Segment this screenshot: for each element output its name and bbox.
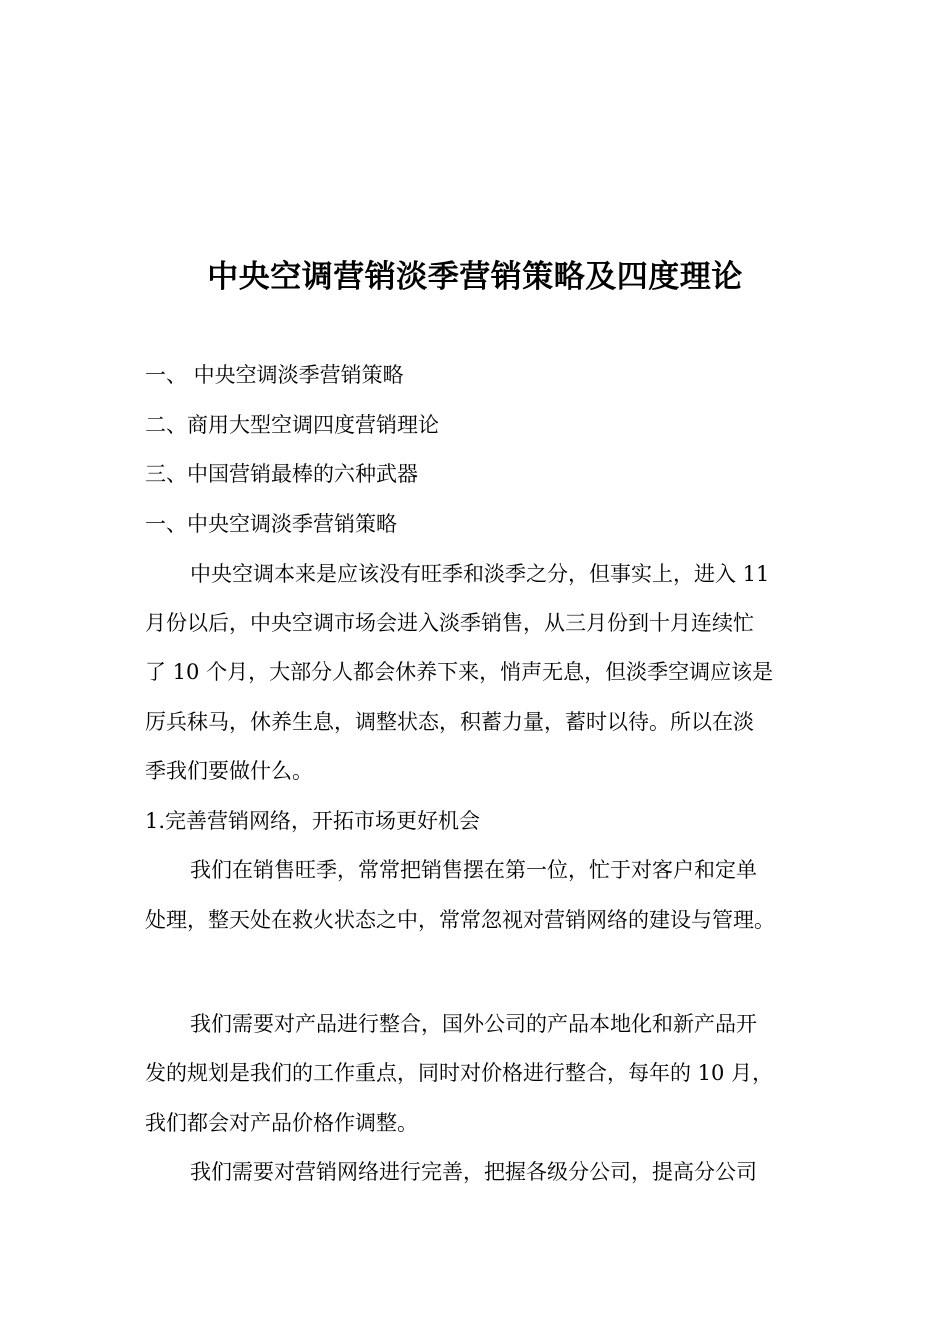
paragraph-1-line: 季我们要做什么。 — [145, 759, 313, 783]
paragraph-3-line: 我们需要对产品进行整合，国外公司的产品本地化和新产品开 — [190, 1012, 757, 1036]
paragraph-4-line: 我们需要对营销网络进行完善，把握各级分公司，提高分公司 — [190, 1160, 757, 1184]
toc-item-1: 一、 中央空调淡季营销策略 — [145, 363, 404, 387]
paragraph-1-line: 中央空调本来是应该没有旺季和淡季之分，但事实上，进入 11 — [190, 562, 770, 586]
paragraph-2-line: 我们在销售旺季，常常把销售摆在第一位，忙于对客户和定单 — [190, 858, 757, 882]
paragraph-1-line: 厉兵秣马，休养生息，调整状态，积蓄力量，蓄时以待。所以在淡 — [145, 710, 754, 734]
paragraph-1-line: 月份以后，中央空调市场会进入淡季销售，从三月份到十月连续忙 — [145, 611, 754, 635]
paragraph-2-line: 处理，整天处在救火状态之中，常常忽视对营销网络的建设与管理。 — [145, 908, 775, 932]
subheading: 1.完善营销网络，开拓市场更好机会 — [145, 809, 481, 833]
document-title: 中央空调营销淡季营销策略及四度理论 — [207, 259, 743, 295]
paragraph-3-line: 发的规划是我们的工作重点，同时对价格进行整合，每年的 10 月， — [145, 1061, 774, 1085]
paragraph-3-line: 我们都会对产品价格作调整。 — [145, 1111, 418, 1135]
paragraph-1-line: 了 10 个月，大部分人都会休养下来，悄声无息，但淡季空调应该是 — [145, 660, 774, 684]
toc-item-3: 三、中国营销最棒的六种武器 — [145, 462, 418, 486]
toc-item-2: 二、商用大型空调四度营销理论 — [145, 413, 439, 437]
section-heading: 一、中央空调淡季营销策略 — [145, 512, 397, 536]
